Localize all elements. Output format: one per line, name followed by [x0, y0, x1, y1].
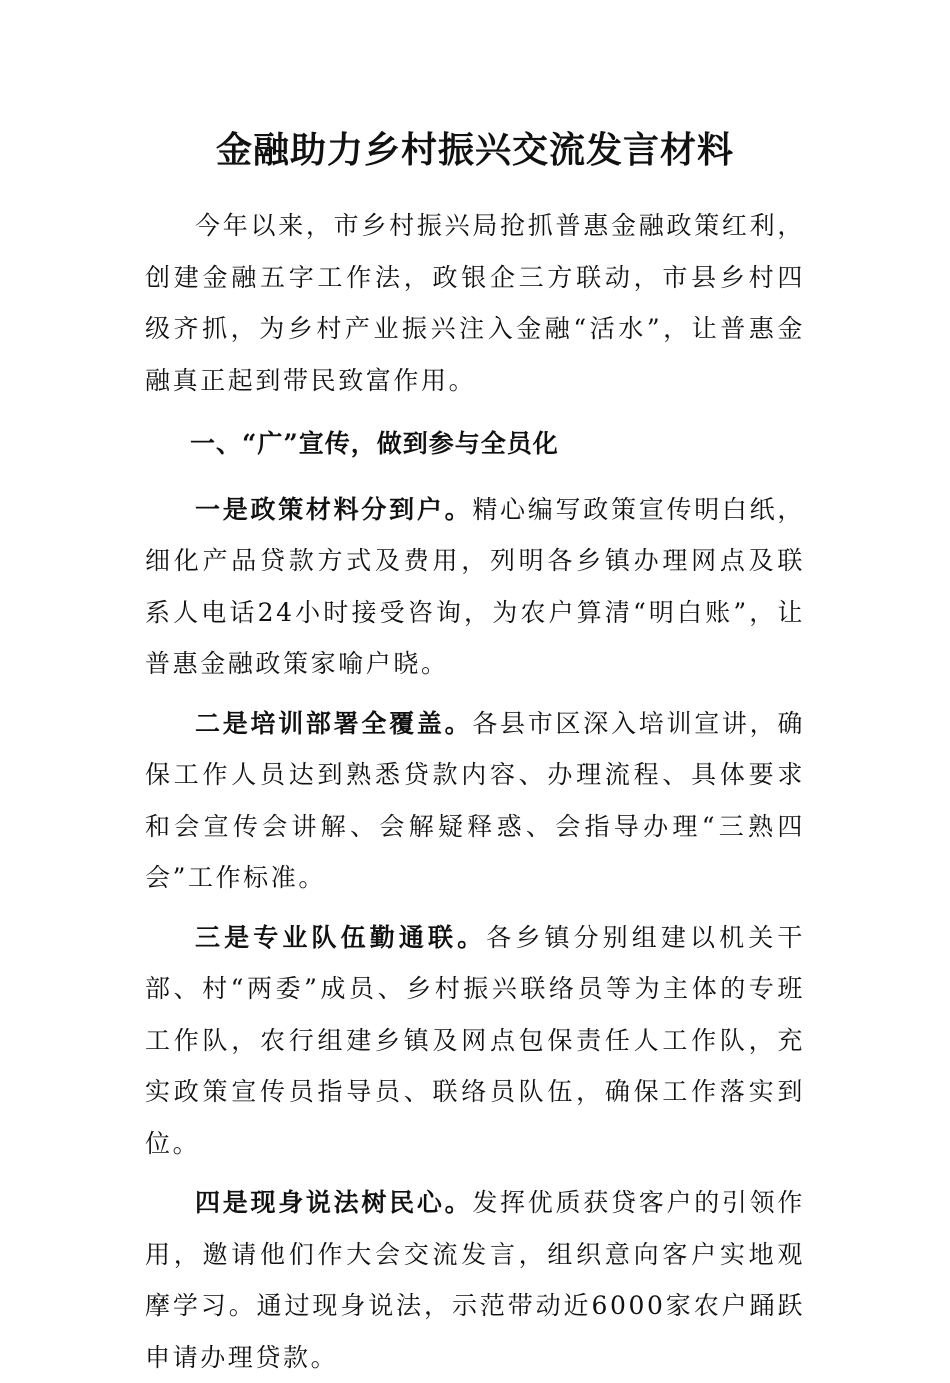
document-body — [145, 200, 805, 1383]
document-title: 金融助力乡村振兴交流发言材料 — [215, 129, 734, 171]
item-lead: 四是现身说法树民心。 — [195, 1188, 473, 1217]
item-paragraph-1 — [145, 484, 805, 690]
section-heading: 一、“广”宣传，做到参与全员化 — [190, 429, 559, 458]
item-lead: 三是专业队伍勤通联。 — [195, 922, 487, 952]
intro-paragraph: 今年以来，市乡村振兴局抢抓普惠金融政策红利，创建金融五字工作法，政银企三方联动，市县乡村四级齐抓，为乡村产业振兴注入金融“活水”，让普惠金融真正起到带民致富作用。 — [145, 211, 805, 395]
item-paragraph-3 — [145, 912, 805, 1170]
item-body: 发挥优质获贷客户的引领作用，邀请他们作大会交流发言，组织意向客户实地观摩学习。通过现身说法，示范带动近6000家农户踊跃申请办理贷款。 — [145, 1188, 805, 1372]
item-paragraph-2 — [145, 698, 805, 904]
item-body: 精心编写政策宣传明白纸，细化产品贷款方式及费用，列明各乡镇办理网点及联系人电话24小时接受咨询，为农户算清“明白账”，让普惠金融政策家喻户晓。 — [145, 494, 805, 678]
item-lead: 二是培训部署全覆盖。 — [195, 708, 473, 738]
item-body: 各县市区深入培训宣讲，确保工作人员达到熟悉贷款内容、办理流程、具体要求和会宣传会讲解、会解疑释惑、会指导办理“三熟四会”工作标准。 — [145, 708, 805, 892]
item-body: 各乡镇分别组建以机关干部、村“两委”成员、乡村振兴联络员等为主体的专班工作队，农行组建乡镇及网点包保责任人工作队，充实政策宣传员指导员、联络员队伍，确保工作落实到位。 — [145, 922, 805, 1158]
item-lead: 一是政策材料分到户。 — [195, 494, 473, 524]
item-paragraph-4 — [145, 1177, 805, 1383]
